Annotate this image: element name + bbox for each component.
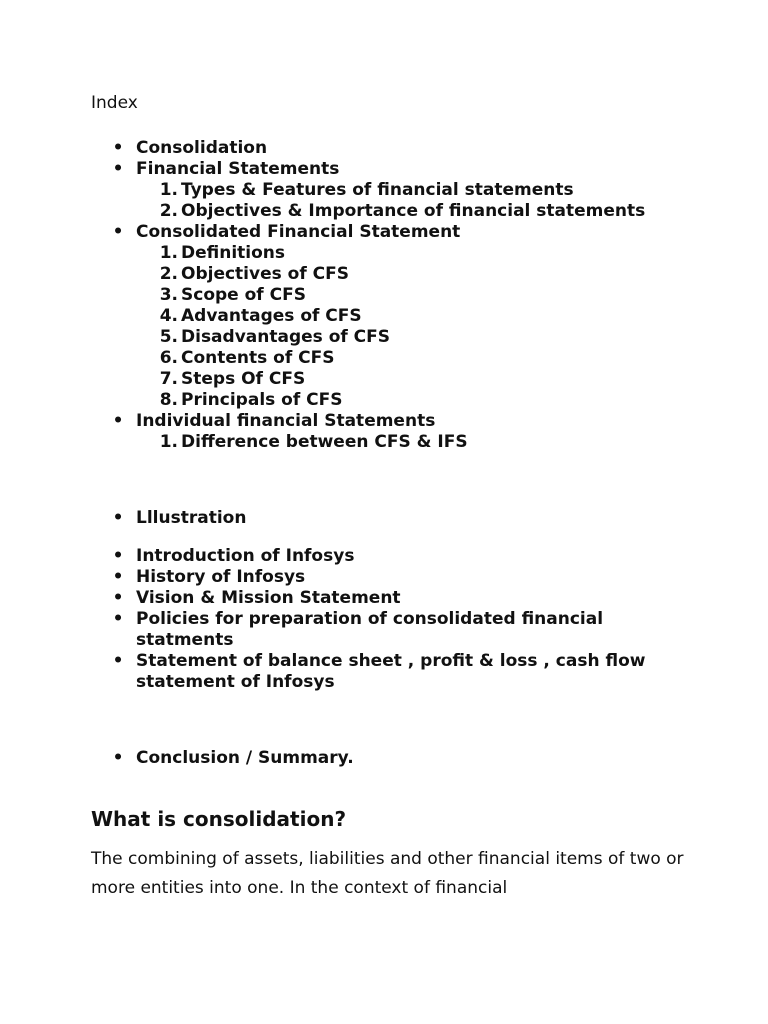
bullet-icon: • bbox=[112, 159, 124, 179]
numbered-item-label: Principals of CFS bbox=[181, 390, 343, 410]
list-item bbox=[0, 588, 768, 609]
list-item bbox=[0, 411, 768, 453]
numbered-item-label: Objectives & Importance of financial statements bbox=[181, 201, 646, 221]
list-item bbox=[0, 138, 768, 159]
numbered-item bbox=[136, 369, 668, 390]
list-item bbox=[0, 159, 768, 222]
bullet-icon: • bbox=[112, 588, 124, 608]
numbered-item bbox=[136, 327, 668, 348]
list-item-label: History of Infosys bbox=[136, 567, 306, 587]
item-number: 1. bbox=[159, 180, 178, 200]
list-item-label: Policies for preparation of consolidated financial statments bbox=[136, 609, 604, 650]
list-item-label: Individual financial Statements bbox=[136, 411, 436, 431]
index-list-illustration bbox=[0, 508, 768, 529]
bullet-icon: • bbox=[112, 748, 124, 768]
list-item-label: Consolidated Financial Statement bbox=[136, 222, 461, 242]
numbered-item bbox=[136, 180, 668, 201]
numbered-item-label: Types & Features of financial statements bbox=[181, 180, 574, 200]
numbered-item bbox=[136, 306, 668, 327]
list-item bbox=[0, 222, 768, 411]
numbered-item bbox=[136, 432, 668, 453]
bullet-icon: • bbox=[112, 651, 124, 671]
section-heading: What is consolidation? bbox=[91, 807, 347, 831]
bullet-icon: • bbox=[112, 138, 124, 158]
item-number: 1. bbox=[159, 432, 178, 452]
bullet-icon: • bbox=[112, 411, 124, 431]
item-number: 1. bbox=[159, 243, 178, 263]
numbered-item bbox=[136, 285, 668, 306]
index-heading: Index bbox=[91, 93, 138, 113]
numbered-sublist bbox=[136, 180, 668, 222]
numbered-sublist bbox=[136, 243, 668, 411]
section-paragraph: The combining of assets, liabilities and other financial items of two or more entities into one. In the context of financial bbox=[91, 849, 684, 898]
list-item bbox=[0, 748, 768, 769]
bullet-icon: • bbox=[112, 222, 124, 242]
numbered-sublist bbox=[136, 432, 668, 453]
numbered-item-label: Advantages of CFS bbox=[181, 306, 362, 326]
numbered-item-label: Definitions bbox=[181, 243, 286, 263]
index-list-conclusion bbox=[0, 748, 768, 769]
list-item-label: Lllustration bbox=[136, 508, 247, 528]
numbered-item-label: Scope of CFS bbox=[181, 285, 306, 305]
list-item-label: Statement of balance sheet , profit & loss , cash flow statement of Infosys bbox=[136, 651, 646, 692]
list-item-label: Financial Statements bbox=[136, 159, 340, 179]
numbered-item bbox=[136, 243, 668, 264]
bullet-icon: • bbox=[112, 609, 124, 629]
item-number: 8. bbox=[159, 390, 178, 410]
list-item-label: Consolidation bbox=[136, 138, 268, 158]
item-number: 4. bbox=[159, 306, 178, 326]
list-item-label: Conclusion / Summary. bbox=[136, 748, 354, 768]
item-number: 6. bbox=[159, 348, 178, 368]
list-item bbox=[0, 508, 768, 529]
index-list-main bbox=[0, 138, 768, 453]
numbered-item bbox=[136, 264, 668, 285]
numbered-item-label: Difference between CFS & IFS bbox=[181, 432, 468, 452]
numbered-item bbox=[136, 348, 668, 369]
numbered-item bbox=[136, 390, 668, 411]
item-number: 2. bbox=[159, 201, 178, 221]
numbered-item-label: Objectives of CFS bbox=[181, 264, 349, 284]
list-item-label: Vision & Mission Statement bbox=[136, 588, 401, 608]
list-item bbox=[0, 546, 768, 567]
bullet-icon: • bbox=[112, 508, 124, 528]
item-number: 5. bbox=[159, 327, 178, 347]
numbered-item bbox=[136, 201, 668, 222]
list-item-label: Introduction of Infosys bbox=[136, 546, 355, 566]
numbered-item-label: Contents of CFS bbox=[181, 348, 335, 368]
list-item bbox=[0, 609, 768, 651]
list-item bbox=[0, 567, 768, 588]
item-number: 3. bbox=[159, 285, 178, 305]
item-number: 7. bbox=[159, 369, 178, 389]
item-number: 2. bbox=[159, 264, 178, 284]
numbered-item-label: Disadvantages of CFS bbox=[181, 327, 391, 347]
bullet-icon: • bbox=[112, 567, 124, 587]
numbered-item-label: Steps Of CFS bbox=[181, 369, 306, 389]
list-item bbox=[0, 651, 768, 693]
index-list-infosys bbox=[0, 546, 768, 693]
bullet-icon: • bbox=[112, 546, 124, 566]
